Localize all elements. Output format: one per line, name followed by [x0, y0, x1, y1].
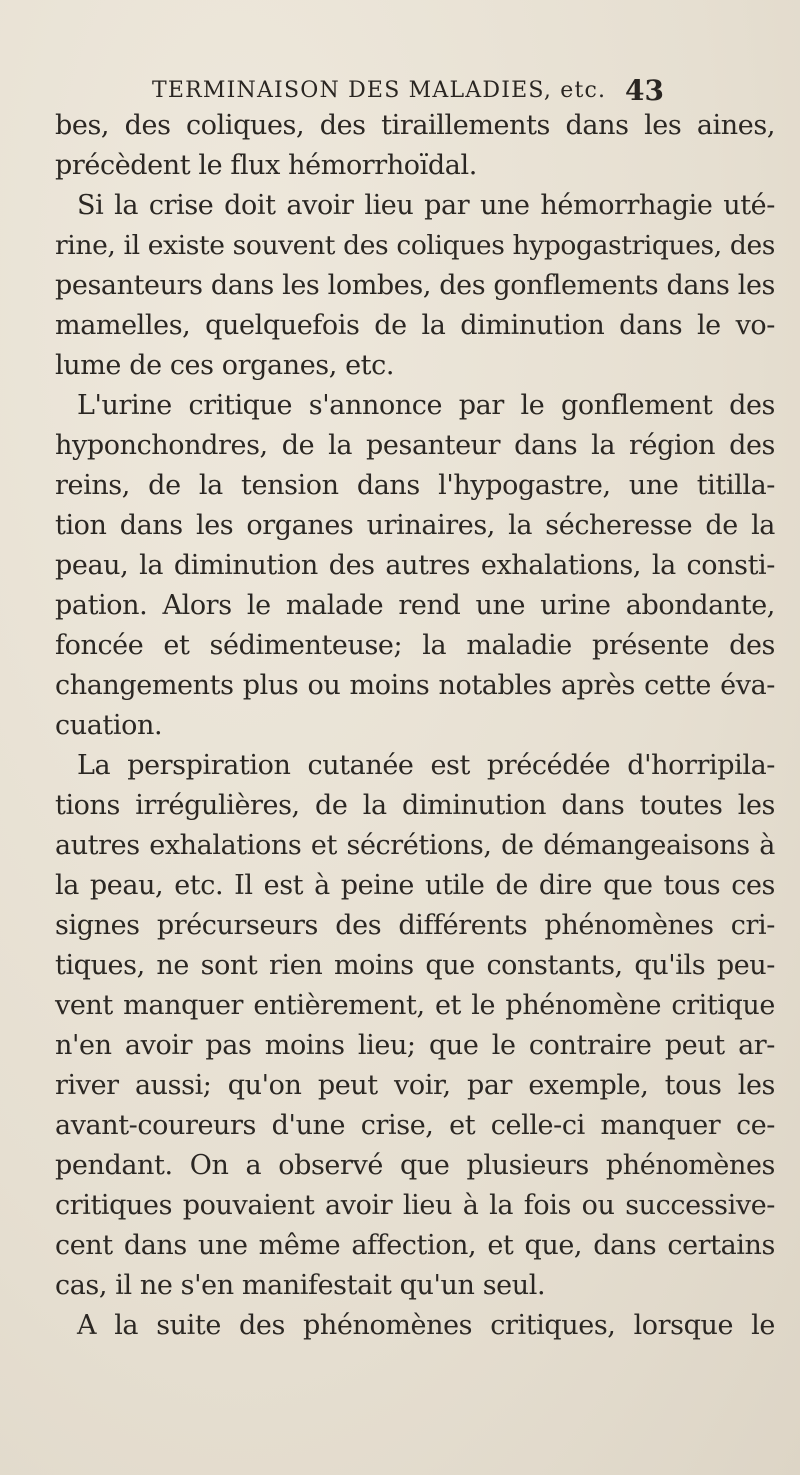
text-line: précèdent le flux hémorrhoïdal.	[55, 150, 477, 181]
text-line: lume de ces organes, etc.	[55, 350, 395, 381]
text-line: tiques, ne sont rien moins que constants, qu'ils peu-	[55, 950, 775, 981]
running-head-title: TERMINAISON DES MALADIES, etc.	[152, 78, 607, 103]
text-line: mamelles, quelquefois de la diminution dans le vo-	[55, 310, 775, 341]
paragraph-start-line: L'urine critique s'annonce par le gonflement des	[77, 390, 775, 421]
text-line: critiques pouvaient avoir lieu à la fois ou successive-	[55, 1190, 775, 1221]
text-line: river aussi; qu'on peut voir, par exemple, tous les	[55, 1070, 775, 1101]
text-line: rine, il existe souvent des coliques hypogastriques, des	[55, 230, 775, 261]
text-line: changements plus ou moins notables après cette éva-	[55, 670, 775, 701]
text-line: pation. Alors le malade rend une urine abondante,	[55, 590, 775, 621]
text-line: tion dans les organes urinaires, la sécheresse de la	[55, 510, 775, 541]
text-line: tions irrégulières, de la diminution dans toutes les	[55, 790, 775, 821]
page-number: 43	[625, 74, 664, 107]
text-line: bes, des coliques, des tiraillements dans les aines,	[55, 110, 775, 141]
body-text	[55, 106, 775, 1346]
text-line: reins, de la tension dans l'hypogastre, une titilla-	[55, 470, 775, 501]
text-line: cas, il ne s'en manifestait qu'un seul.	[55, 1270, 546, 1301]
text-line: vent manquer entièrement, et le phénomène critique	[55, 990, 775, 1021]
text-line: signes précurseurs des différents phénomènes cri-	[55, 910, 775, 941]
text-line: autres exhalations et sécrétions, de démangeaisons à	[55, 830, 775, 861]
text-line: la peau, etc. Il est à peine utile de dire que tous ces	[55, 870, 775, 901]
text-line: peau, la diminution des autres exhalations, la consti-	[55, 550, 775, 581]
text-line: cuation.	[55, 710, 163, 741]
paragraph-start-line: Si la crise doit avoir lieu par une hémorrhagie uté-	[77, 190, 775, 221]
text-line: hyponchondres, de la pesanteur dans la région des	[55, 430, 775, 461]
text-line: pesanteurs dans les lombes, des gonflements dans les	[55, 270, 775, 301]
text-line: avant-coureurs d'une crise, et celle-ci manquer ce-	[55, 1110, 775, 1141]
text-line: cent dans une même affection, et que, dans certains	[55, 1230, 775, 1261]
text-line: n'en avoir pas moins lieu; que le contraire peut ar-	[55, 1030, 775, 1061]
text-line: pendant. On a observé que plusieurs phénomènes	[55, 1150, 775, 1181]
paragraph-start-line: La perspiration cutanée est précédée d'horripila-	[77, 750, 775, 781]
text-line: foncée et sédimenteuse; la maladie présente des	[55, 630, 775, 661]
paragraph-start-line: A la suite des phénomènes critiques, lorsque le	[77, 1310, 775, 1341]
